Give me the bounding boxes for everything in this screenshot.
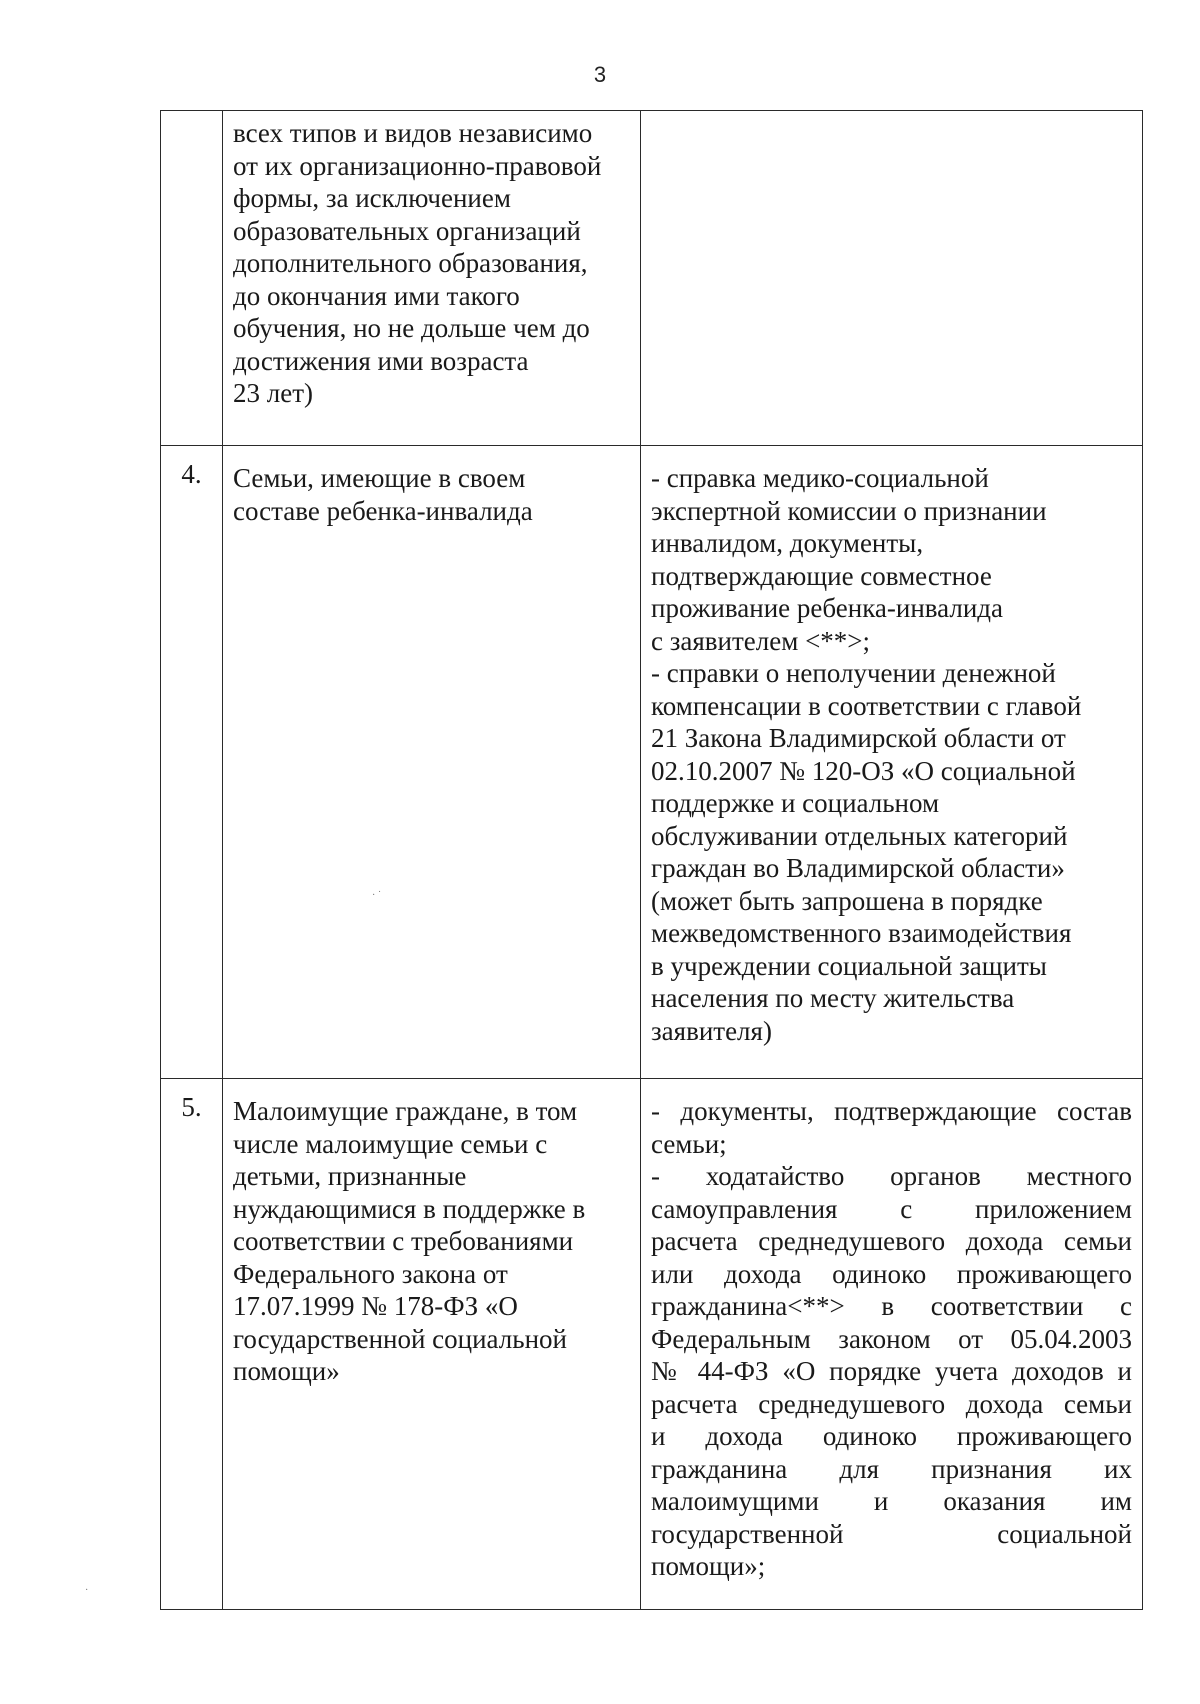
document-line: 21 Закона Владимирской области от [651, 723, 1066, 753]
document-line: гражданина для признания их [651, 1453, 1132, 1484]
table-row [161, 1079, 1143, 1610]
category-line: помощи» [233, 1356, 340, 1386]
page-number: 3 [593, 62, 607, 87]
document-line: № 44-ФЗ «О порядке учета доходов и [651, 1356, 1132, 1386]
document-line: компенсации в соответствии с главой [651, 690, 1082, 721]
document-line: экспертной комиссии о признании [651, 495, 1047, 526]
document-line: межведомственного взаимодействия [651, 918, 1072, 948]
table-row [161, 111, 1143, 446]
document-line: самоуправления с приложением [651, 1193, 1132, 1224]
scan-speck: · [85, 1585, 89, 1596]
document-line: малоимущими и оказания им [651, 1486, 1132, 1516]
category-line: образовательных организаций [233, 215, 581, 246]
scan-speck: · ˙ [372, 890, 382, 901]
document-line: Федеральным законом от 05.04.2003 [651, 1323, 1132, 1354]
category-line: всех типов и видов независимо [233, 118, 593, 148]
document-line: и дохода одиноко проживающего [651, 1421, 1132, 1451]
document-line: в учреждении социальной защиты [651, 950, 1047, 981]
table-row [161, 446, 1143, 1079]
documents-cell [641, 1079, 1143, 1610]
benefits-table [160, 110, 1143, 1610]
category-line: 17.07.1999 № 178-ФЗ «О [233, 1291, 518, 1321]
row-number: 4. [161, 446, 223, 1079]
category-line: нуждающимися в поддержке в [233, 1193, 586, 1224]
category-line: до окончания ими такого [233, 280, 520, 311]
document-line: помощи»; [651, 1551, 766, 1581]
document-line: инвалидом, документы, [651, 528, 924, 558]
document-line: или дохода одиноко проживающего [651, 1258, 1132, 1289]
category-line: числе малоимущие семьи с [233, 1128, 548, 1159]
category-line: 23 лет) [233, 378, 313, 408]
document-line: - ходатайство органов местного [651, 1161, 1132, 1191]
category-line: формы, за исключением [233, 183, 511, 213]
row-number: 5. [161, 1079, 223, 1610]
document-line: гражданина<**> в соответствии с [651, 1291, 1132, 1321]
row-number [161, 111, 223, 446]
document-line: семьи; [651, 1128, 727, 1159]
category-cell [223, 446, 641, 1079]
document-line: 02.10.2007 № 120-ОЗ «О социальной [651, 755, 1076, 786]
document-line: граждан во Владимирской области» [651, 853, 1065, 883]
category-cell [223, 111, 641, 446]
document-line: - справка медико-социальной [651, 463, 989, 493]
category-line: государственной социальной [233, 1323, 567, 1354]
documents-cell [641, 446, 1143, 1079]
document-line: подтверждающие совместное [651, 560, 992, 591]
category-line: Федерального закона от [233, 1258, 508, 1289]
category-line: обучения, но не дольше чем до [233, 313, 590, 343]
category-line: дополнительного образования, [233, 248, 588, 278]
category-line: составе ребенка-инвалида [233, 495, 533, 526]
document-line: обслуживании отдельных категорий [651, 820, 1068, 851]
document-line: - справки о неполучении денежной [651, 658, 1056, 688]
document-line: с заявителем <**>; [651, 625, 871, 656]
category-line: детьми, признанные [233, 1161, 467, 1191]
document-line: расчета среднедушевого дохода семьи [651, 1388, 1132, 1419]
category-line: Малоимущие граждане, в том [233, 1096, 578, 1126]
document-line: поддержке и социальном [651, 788, 940, 818]
document-line: (может быть запрошена в порядке [651, 885, 1043, 916]
category-line: Семьи, имеющие в своем [233, 463, 526, 493]
category-line: достижения ими возраста [233, 345, 529, 376]
documents-cell [641, 111, 1143, 446]
document-line: проживание ребенка-инвалида [651, 593, 1004, 623]
document-line: расчета среднедушевого дохода семьи [651, 1226, 1132, 1256]
document-line: государственной социальной [651, 1518, 1132, 1549]
category-cell [223, 1079, 641, 1610]
category-line: соответствии с требованиями [233, 1226, 574, 1256]
document-line: - документы, подтверждающие состав [651, 1096, 1132, 1126]
category-line: от их организационно-правовой [233, 150, 602, 181]
document-line: населения по месту жительства [651, 983, 1015, 1013]
document-line: заявителя) [651, 1015, 772, 1046]
